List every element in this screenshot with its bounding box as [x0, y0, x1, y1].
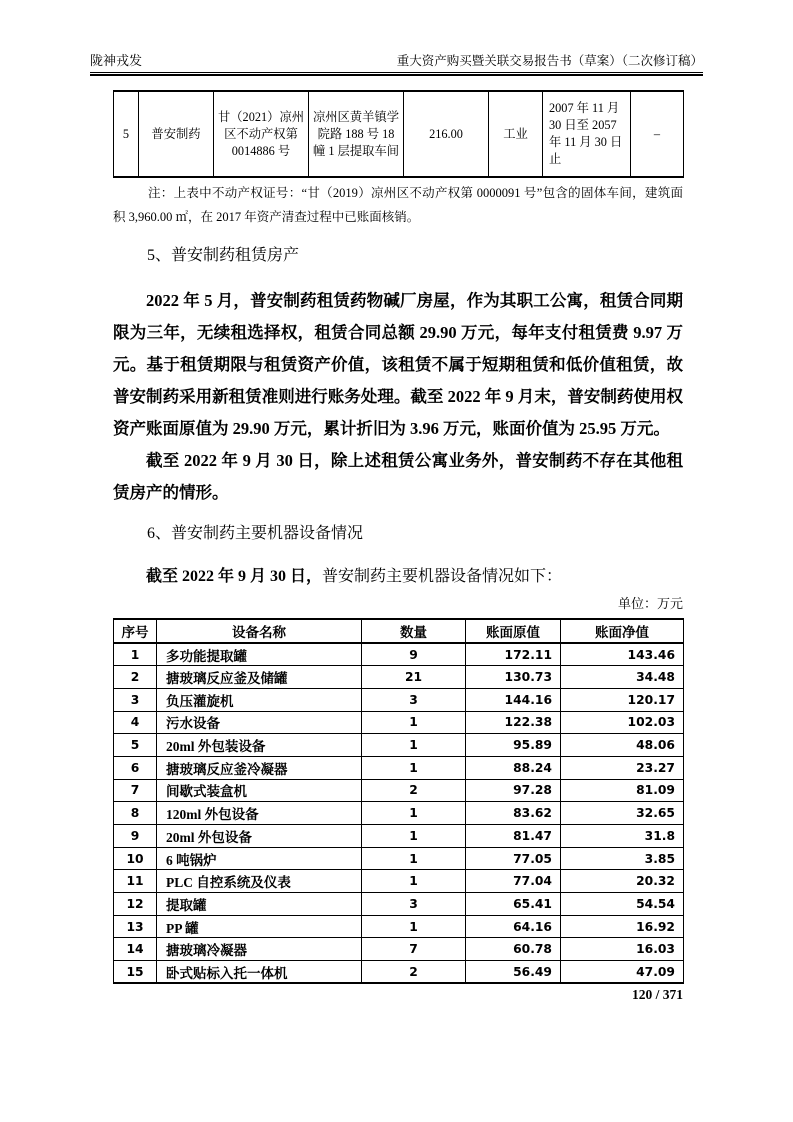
cell-qty: 3 — [362, 893, 466, 916]
cell-orig: 83.62 — [466, 802, 561, 825]
cell-qty: 2 — [362, 779, 466, 802]
cell-no: 1 — [114, 643, 157, 666]
cell-name: 搪玻璃冷凝器 — [157, 938, 362, 961]
cell-qty: 1 — [362, 847, 466, 870]
cell-orig: 97.28 — [466, 779, 561, 802]
cell-name: 6 吨锅炉 — [157, 847, 362, 870]
cell-net: 3.85 — [561, 847, 684, 870]
section-5-paragraph-2: 截至 2022 年 9 月 30 日，除上述租赁公寓业务外，普安制药不存在其他租赁房产的情形。 — [113, 451, 683, 502]
cell-qty: 1 — [362, 915, 466, 938]
cell-no: 4 — [114, 711, 157, 734]
cell-qty: 9 — [362, 643, 466, 666]
cell-orig: 65.41 — [466, 893, 561, 916]
table-row — [114, 961, 684, 984]
intro-date-part: 截至 2022 年 9 月 30 日， — [146, 568, 323, 585]
cell-qty: 1 — [362, 802, 466, 825]
cell-name: 污水设备 — [157, 711, 362, 734]
intro-rest-part: 普安制药主要机器设备情况如下： — [322, 568, 563, 585]
cell-net: 143.46 — [561, 643, 684, 666]
cell-no: 3 — [114, 688, 157, 711]
cell-net: 47.09 — [561, 961, 684, 984]
table-row — [114, 688, 684, 711]
cell-qty: 1 — [362, 734, 466, 757]
cell-net: 81.09 — [561, 779, 684, 802]
cell-orig: 60.78 — [466, 938, 561, 961]
header-rule — [90, 72, 703, 76]
cell-name: 负压灌旋机 — [157, 688, 362, 711]
section-5-heading: 5、普安制药租赁房产 — [147, 247, 300, 264]
cell-qty: 1 — [362, 711, 466, 734]
table-note: 注：上表中不动产权证号：“甘（2019）凉州区不动产权第 0000091 号”包含的固体车间，建筑面积 3,960.00 ㎡，在 2017 年资产清查过程中已账面核销。 — [113, 186, 683, 224]
cell-name: 提取罐 — [157, 893, 362, 916]
cell-orig: 95.89 — [466, 734, 561, 757]
cell-net: 102.03 — [561, 711, 684, 734]
cell-no: 10 — [114, 847, 157, 870]
col-header-name: 设备名称 — [157, 619, 362, 643]
cell-qty: 1 — [362, 756, 466, 779]
cell-orig: 64.16 — [466, 915, 561, 938]
cell-net: 48.06 — [561, 734, 684, 757]
cell-net: 16.92 — [561, 915, 684, 938]
table-row — [114, 734, 684, 757]
table-row — [114, 825, 684, 848]
cell-orig: 56.49 — [466, 961, 561, 984]
col-header-no: 序号 — [114, 619, 157, 643]
cell-orig: 130.73 — [466, 666, 561, 689]
cell-name: 多功能提取罐 — [157, 643, 362, 666]
table-row — [114, 893, 684, 916]
cell-no: 13 — [114, 915, 157, 938]
cell-name: PP 罐 — [157, 915, 362, 938]
table-row — [114, 666, 684, 689]
cell-net: 120.17 — [561, 688, 684, 711]
cell-net: 16.03 — [561, 938, 684, 961]
page-number: 120 / 371 — [631, 987, 683, 1003]
table-row — [114, 711, 684, 734]
table-row — [114, 915, 684, 938]
cell-qty: 21 — [362, 666, 466, 689]
table-row — [114, 91, 684, 177]
page-header — [90, 50, 703, 76]
cell-qty: 1 — [362, 870, 466, 893]
cell-no: 12 — [114, 893, 157, 916]
cell-no: 2 — [114, 666, 157, 689]
section-6-heading: 6、普安制药主要机器设备情况 — [147, 525, 364, 542]
cell-name: 20ml 外包装设备 — [157, 734, 362, 757]
cell-term: 2007 年 11 月 30 日至 2057 年 11 月 30 日止 — [543, 91, 631, 177]
col-header-net: 账面净值 — [561, 619, 684, 643]
cell-orig: 122.38 — [466, 711, 561, 734]
cell-net: 31.8 — [561, 825, 684, 848]
equipment-header-row — [114, 619, 684, 643]
header-report-title: 重大资产购买暨关联交易报告书（草案）（二次修订稿） — [396, 54, 703, 68]
cell-orig: 77.04 — [466, 870, 561, 893]
table-row — [114, 802, 684, 825]
cell-net: 54.54 — [561, 893, 684, 916]
section-5-paragraph-1: 2022 年 5 月，普安制药租赁药物碱厂房屋，作为其职工公寓，租赁合同期限为三年，无续租选择权，租赁合同总额 29.90 万元，每年支付租赁费 9.97 万元。基于租赁期限与租赁资产价值，该租赁不属于短期租赁和低价值租赁，故普安制药采用新租赁准则进行账务处理。截至 2022 年 9 月末，普安制药使用权资产账面原值为 29.90 万元，累计折旧为 3.96 万元，账面价值为 25.95 万元。 — [113, 291, 683, 438]
table-row — [114, 756, 684, 779]
cell-no: 9 — [114, 825, 157, 848]
cell-cert-no: 甘（2021）凉州区不动产权第 0014886 号 — [214, 91, 309, 177]
cell-orig: 77.05 — [466, 847, 561, 870]
table-row — [114, 847, 684, 870]
cell-orig: 172.11 — [466, 643, 561, 666]
cell-qty: 1 — [362, 825, 466, 848]
cell-name: 搪玻璃反应釜及储罐 — [157, 666, 362, 689]
cell-qty: 3 — [362, 688, 466, 711]
cell-name: PLC 自控系统及仪表 — [157, 870, 362, 893]
cell-net: 20.32 — [561, 870, 684, 893]
cell-name: 卧式贴标入托一体机 — [157, 961, 362, 984]
cell-no: 8 — [114, 802, 157, 825]
cell-orig: 144.16 — [466, 688, 561, 711]
header-company-name: 陇神戎发 — [90, 53, 143, 68]
cell-no: 7 — [114, 779, 157, 802]
cell-orig: 88.24 — [466, 756, 561, 779]
equipment-table — [113, 618, 684, 984]
unit-label: 单位：万元 — [617, 596, 683, 611]
cell-qty: 7 — [362, 938, 466, 961]
cell-qty: 2 — [362, 961, 466, 984]
cell-no: 6 — [114, 756, 157, 779]
col-header-qty: 数量 — [362, 619, 466, 643]
property-table — [113, 90, 684, 178]
cell-net: 32.65 — [561, 802, 684, 825]
table-row — [114, 643, 684, 666]
cell-name: 120ml 外包设备 — [157, 802, 362, 825]
cell-no: 5 — [114, 734, 157, 757]
table-row — [114, 870, 684, 893]
table-row — [114, 938, 684, 961]
section-6-intro — [113, 565, 683, 589]
cell-company: 普安制药 — [139, 91, 214, 177]
cell-name: 20ml 外包设备 — [157, 825, 362, 848]
cell-name: 间歇式装盒机 — [157, 779, 362, 802]
cell-remark: – — [631, 91, 684, 177]
cell-net: 23.27 — [561, 756, 684, 779]
main-content — [113, 90, 683, 1003]
cell-usage: 工业 — [489, 91, 543, 177]
cell-index: 5 — [114, 91, 139, 177]
cell-no: 11 — [114, 870, 157, 893]
cell-address: 凉州区黄羊镇学院路 188 号 18 幢 1 层提取车间 — [309, 91, 404, 177]
cell-orig: 81.47 — [466, 825, 561, 848]
cell-no: 15 — [114, 961, 157, 984]
cell-net: 34.48 — [561, 666, 684, 689]
cell-area: 216.00 — [404, 91, 489, 177]
table-row — [114, 779, 684, 802]
cell-name: 搪玻璃反应釜冷凝器 — [157, 756, 362, 779]
cell-no: 14 — [114, 938, 157, 961]
col-header-orig: 账面原值 — [466, 619, 561, 643]
